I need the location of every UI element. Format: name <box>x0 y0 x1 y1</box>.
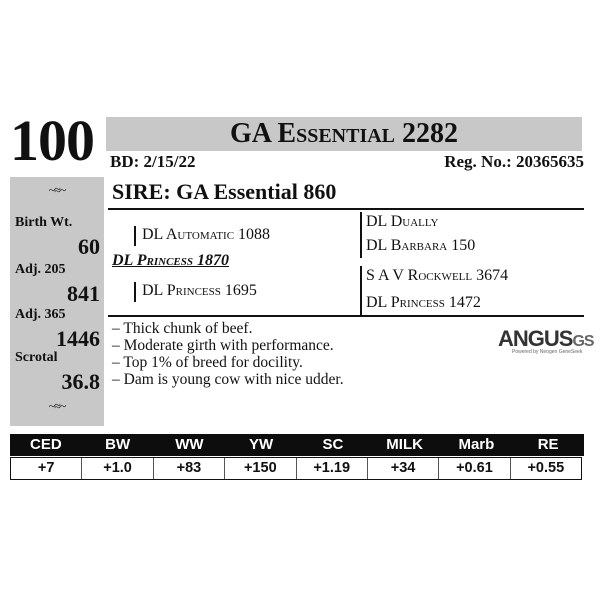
epd-value: +0.55 <box>510 458 581 479</box>
pedigree-bracket <box>134 226 136 246</box>
epd-header: MILK <box>386 436 423 453</box>
dam-name: DL Princess 1870 <box>112 252 229 269</box>
stat-value: 1446 <box>56 326 100 351</box>
epd-value: +150 <box>224 458 295 479</box>
epd-value: +7 <box>37 460 55 476</box>
pedigree-top-rule <box>108 208 584 210</box>
logo-tagline: Powered by Neogen GeneSeek <box>512 349 583 355</box>
registration-number: Reg. No.: 20365635 <box>444 152 584 171</box>
pedigree-ancestor: DL Dually <box>366 213 439 230</box>
pedigree-bracket <box>360 266 362 316</box>
stat-value: 36.8 <box>61 369 100 394</box>
pedigree-ancestor: DL Princess 1472 <box>366 294 481 311</box>
epd-header: YW <box>249 436 274 453</box>
sire-line: SIRE: GA Essential 860 <box>112 179 337 204</box>
epd-header-row <box>10 434 584 456</box>
maternal-grandsire: DL Princess 1695 <box>142 282 257 299</box>
pedigree-bracket <box>360 212 362 258</box>
epd-header: Marb <box>458 436 495 453</box>
stat-label: Birth Wt. <box>15 215 73 230</box>
sire-of-dam-line: DL Automatic 1088 <box>142 226 271 243</box>
stat-label: Adj. 205 <box>15 262 66 277</box>
comment-line: – Dam is young cow with nice udder. <box>112 371 344 388</box>
performance-sidebar <box>10 177 104 426</box>
ornament-top: ~≈~ <box>48 183 66 197</box>
lot-number: 100 <box>10 108 94 173</box>
pedigree-bracket <box>134 282 136 302</box>
comment-line: – Moderate girth with performance. <box>112 337 334 354</box>
stat-label: Scrotal <box>15 350 58 365</box>
stat-label: Adj. 365 <box>15 307 66 322</box>
comments <box>112 320 344 388</box>
comment-line: – Top 1% of breed for docility. <box>112 354 303 371</box>
epd-value: +0.61 <box>438 458 509 479</box>
stat-value: 60 <box>78 234 100 259</box>
epd-value: +1.19 <box>296 458 367 479</box>
epd-value: +34 <box>367 458 438 479</box>
ornament-bottom: ~≈~ <box>48 399 66 413</box>
epd-header: RE <box>537 436 559 453</box>
pedigree-ancestor: DL Barbara 150 <box>366 237 476 254</box>
logo-main: ANGUS <box>498 326 573 351</box>
logo-suffix: GS <box>572 333 594 350</box>
epd-header: SC <box>322 436 344 453</box>
epd-header: WW <box>175 436 204 453</box>
epd-value-row <box>10 457 582 480</box>
epd-value: +1.0 <box>81 458 152 479</box>
epd-header: CED <box>30 436 62 453</box>
pedigree-bottom-rule <box>108 315 584 317</box>
comment-line: – Thick chunk of beef. <box>112 320 253 337</box>
pedigree-ancestor: S A V Rockwell 3674 <box>366 267 509 284</box>
epd-header: BW <box>105 436 131 453</box>
animal-name: GA Essential 2282 <box>229 118 459 149</box>
stat-value: 841 <box>67 281 100 306</box>
epd-value: +83 <box>153 458 224 479</box>
birth-date: BD: 2/15/22 <box>110 152 196 171</box>
